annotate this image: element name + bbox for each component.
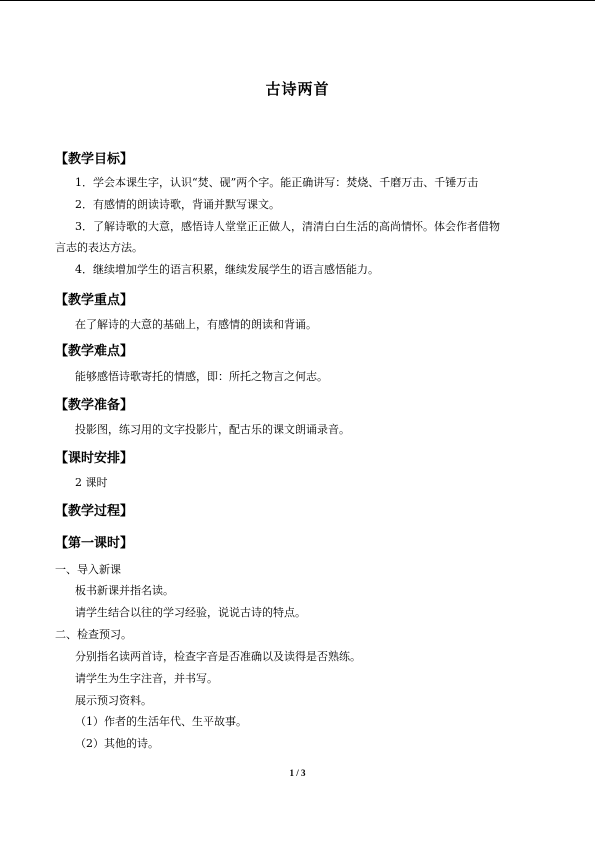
step-1-line-2: 请学生结合以往的学习经验，说说古诗的特点。 [75,606,306,619]
heading-first-lesson: 【第一课时】 [55,536,134,551]
page-number: 1 / 3 [289,768,306,778]
goal-line-4: 4．继续增加学生的语言积累，继续发展学生的语言感悟能力。 [75,263,379,276]
heading-schedule: 【课时安排】 [55,451,134,466]
difficulties-text: 能够感悟诗歌寄托的情感，即：所托之物言之何志。 [75,370,328,383]
heading-preparation: 【教学准备】 [55,398,134,413]
goal-line-1: 1．学会本课生字，认识“焚、砚”两个字。能正确讲写：焚烧、千磨万击、千锤万击 [75,176,479,189]
page-title: 古诗两首 [265,80,330,98]
heading-difficulties: 【教学难点】 [55,344,134,359]
goal-line-2: 2．有感情的朗读诗歌，背诵并默写课文。 [75,198,280,211]
step-2-line-4: （1）作者的生活年代、生平故事。 [75,715,247,728]
step-2-line-2: 请学生为生字注音，并书写。 [75,672,218,685]
step-1-title: 一、导入新课 [55,563,121,576]
goal-line-3-cont: 言志的表达方法。 [55,241,143,254]
preparation-text: 投影图，练习用的文字投影片，配古乐的课文朗诵录音。 [75,423,350,436]
schedule-text: 2 课时 [75,476,108,489]
goal-line-3: 3．了解诗歌的大意，感悟诗人堂堂正正做人，清清白白生活的高尚情怀。体会作者借物 [75,220,500,233]
step-1-line-1: 板书新课并指名读。 [75,584,174,597]
step-2-line-5: （2）其他的诗。 [75,737,159,750]
heading-key-points: 【教学重点】 [55,293,134,308]
heading-process: 【教学过程】 [55,504,134,519]
step-2-line-3: 展示预习资料。 [75,694,152,707]
top-rule [0,0,595,1]
key-points-text: 在了解诗的大意的基础上，有感情的朗读和背诵。 [75,318,317,331]
step-2-line-1: 分别指名读两首诗，检查字音是否准确以及读得是否熟练。 [75,650,361,663]
heading-goals: 【教学目标】 [55,152,134,167]
step-2-title: 二、检查预习。 [55,628,132,641]
